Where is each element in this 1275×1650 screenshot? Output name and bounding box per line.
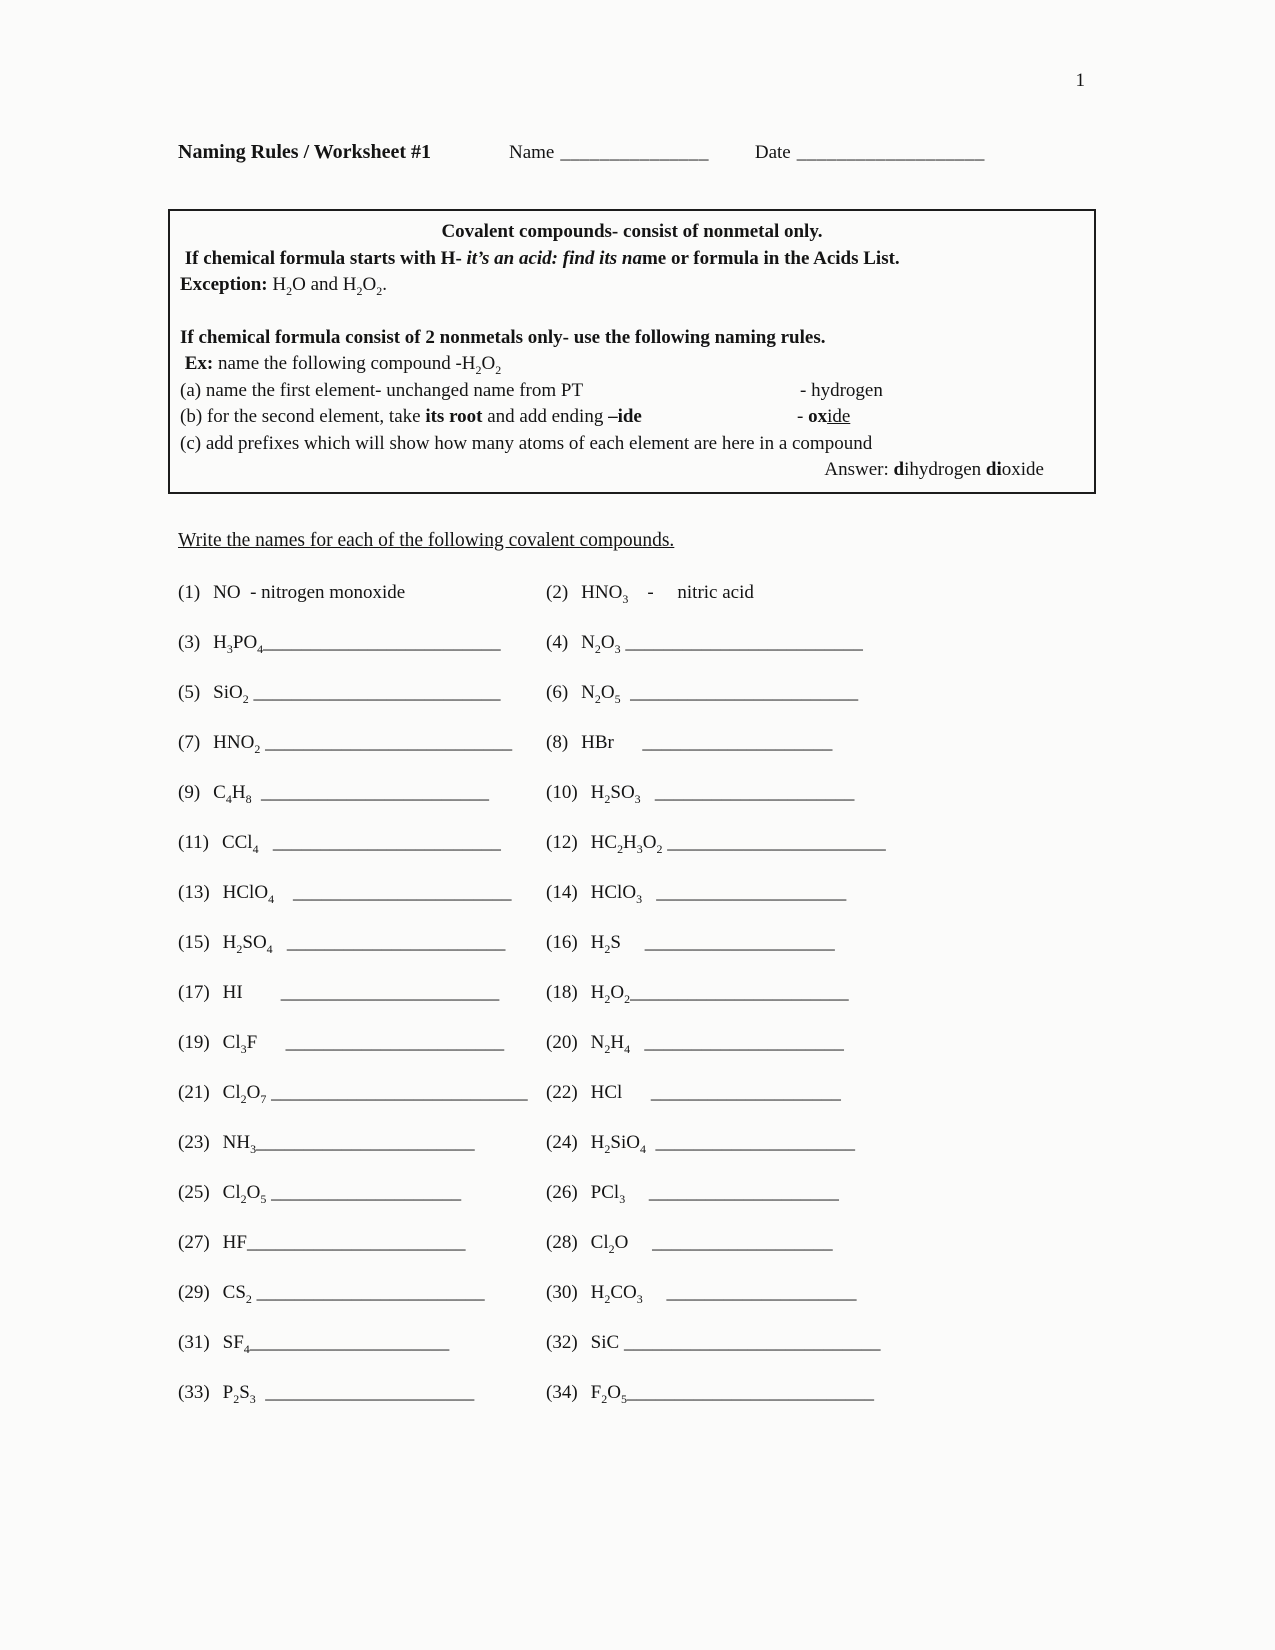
worksheet-item bbox=[546, 1382, 1275, 1404]
date-label: Date bbox=[754, 142, 791, 163]
item-formula: $HC_2H_3O_2$ bbox=[590, 831, 663, 856]
item-number: (11) bbox=[178, 831, 209, 853]
worksheet-item bbox=[178, 732, 546, 754]
item-number: (33) bbox=[178, 1381, 210, 1403]
item-formula: $Cl_2O_5$ bbox=[222, 1181, 267, 1206]
worksheet-item bbox=[178, 1282, 546, 1304]
item-number: (31) bbox=[178, 1331, 210, 1353]
worksheet-item bbox=[178, 682, 546, 704]
item-formula: $P_2S_3$ bbox=[222, 1381, 256, 1406]
item-row bbox=[178, 1232, 1275, 1282]
date-blank: ___________________ bbox=[796, 142, 985, 163]
worksheet-item bbox=[178, 1332, 546, 1354]
acid-rule-italic: it’s an acid: find its na bbox=[466, 247, 642, 269]
item-number: (32) bbox=[546, 1331, 578, 1353]
answer-blank: _______________________ bbox=[630, 981, 849, 1003]
item-formula: SiO$_2$ bbox=[213, 681, 249, 706]
example-formula: $H_2O_2$ bbox=[461, 353, 502, 377]
exception-formula-peroxide: $H_2O_2$ bbox=[342, 274, 383, 298]
item-formula: $F_2O_5$ bbox=[590, 1381, 627, 1406]
item-formula: $H_2SO_3$ bbox=[590, 781, 641, 806]
worksheet-item bbox=[178, 832, 546, 854]
item-row bbox=[178, 1082, 1275, 1132]
item-number: (22) bbox=[546, 1081, 578, 1103]
worksheet-item bbox=[178, 1082, 546, 1104]
answer-blank: ________________________ bbox=[251, 1281, 485, 1303]
acid-rule-end: me or formula in the Acids List. bbox=[641, 247, 900, 269]
item-formula: $H_2CO_3$ bbox=[590, 1281, 643, 1306]
item-row bbox=[178, 1282, 1275, 1332]
item-number: (23) bbox=[178, 1131, 210, 1153]
step-b-result bbox=[797, 404, 850, 431]
answer-blank: ___________________________ bbox=[266, 1081, 528, 1103]
item-row bbox=[178, 982, 1275, 1032]
answer-blank: ____________________ bbox=[613, 731, 833, 753]
answer-blank: _______________________ bbox=[662, 831, 886, 853]
step-b-result-bold: ox bbox=[808, 406, 828, 427]
item-formula: $N_2H_4$ bbox=[590, 1031, 631, 1056]
worksheet-item bbox=[546, 632, 1275, 654]
item-number: (29) bbox=[178, 1281, 210, 1303]
answer-blank: ____________________ bbox=[622, 1081, 841, 1103]
step-b-result-dash: - bbox=[797, 406, 809, 427]
item-number: (6) bbox=[546, 681, 569, 703]
answer-blank: _________________________ bbox=[263, 631, 501, 653]
item-row bbox=[178, 682, 1275, 732]
name-label: Name bbox=[508, 142, 555, 163]
answer-blank: _____________________ bbox=[249, 1331, 450, 1353]
answer-blank: ____________________ bbox=[642, 1281, 857, 1303]
step-b-text-1: (b) for the second element, take bbox=[180, 406, 426, 427]
item-number: (21) bbox=[178, 1081, 210, 1103]
answer-blank: _______________________ bbox=[256, 1131, 475, 1153]
item-formula: $N_2O_3$ bbox=[581, 631, 621, 656]
worksheet-item bbox=[546, 1032, 1275, 1054]
answer-blank: ________________________ bbox=[258, 831, 501, 853]
answer-blank: _____________________ bbox=[630, 1031, 844, 1053]
answer-blank: ___________________________ bbox=[619, 1331, 881, 1353]
acid-rule-line bbox=[180, 246, 1084, 273]
item-row bbox=[178, 1032, 1275, 1082]
answer-blank: __________________________ bbox=[248, 681, 501, 703]
answer-blank: __________________________ bbox=[626, 1381, 874, 1403]
step-b-line bbox=[180, 404, 1084, 431]
rules-box bbox=[168, 209, 1096, 494]
item-row bbox=[178, 1132, 1275, 1182]
item-formula: $Cl_2O_7$ bbox=[222, 1081, 267, 1106]
item-formula: $H_2O_2$ bbox=[590, 981, 631, 1006]
item-number: (28) bbox=[546, 1231, 578, 1253]
answer-blank: ____________________ bbox=[620, 931, 835, 953]
items-list bbox=[178, 582, 1275, 1432]
item-number: (27) bbox=[178, 1231, 210, 1253]
answer-blank: ____________________ bbox=[266, 1181, 462, 1203]
item-number: (12) bbox=[546, 831, 578, 853]
answer-blank: _________________________ bbox=[620, 631, 863, 653]
answer-blank: _______________________ bbox=[257, 1031, 505, 1053]
item-number: (18) bbox=[546, 981, 578, 1003]
worksheet-item bbox=[546, 832, 1275, 854]
item-number: (14) bbox=[546, 881, 578, 903]
worksheet-item bbox=[546, 582, 1275, 604]
answer-blank: ________________________ bbox=[251, 781, 490, 803]
worksheet-item bbox=[546, 1232, 1275, 1254]
answer-text-2: oxide bbox=[1001, 459, 1044, 480]
item-row bbox=[178, 582, 1275, 632]
item-formula: HCl bbox=[590, 1081, 623, 1103]
step-a-line bbox=[180, 378, 1084, 405]
answer-label: Answer: bbox=[824, 459, 894, 480]
item-row bbox=[178, 1182, 1275, 1232]
item-formula: $Cl_3F$ bbox=[222, 1031, 258, 1056]
item-formula: $Cl_2O$ bbox=[590, 1231, 629, 1256]
item-number: (19) bbox=[178, 1031, 210, 1053]
item-number: (34) bbox=[546, 1381, 578, 1403]
worksheet-title: Naming Rules / Worksheet #1 bbox=[178, 141, 431, 163]
rules-box-heading: Covalent compounds- consist of nonmetal only. bbox=[441, 221, 823, 242]
item-number: (5) bbox=[178, 681, 201, 703]
item-formula: $H_2S$ bbox=[590, 931, 621, 956]
worksheet-item bbox=[546, 1332, 1275, 1354]
item-formula: $NH_3$ bbox=[222, 1131, 257, 1156]
worksheet-item bbox=[546, 782, 1275, 804]
step-b-bold-2: –ide bbox=[608, 406, 642, 427]
worksheet-item bbox=[546, 732, 1275, 754]
item-formula: HClO$_4$ bbox=[222, 881, 275, 906]
step-b-text-2: and add ending bbox=[482, 406, 609, 427]
item-number: (30) bbox=[546, 1281, 578, 1303]
answer-blank: ____________________ bbox=[642, 881, 847, 903]
worksheet-item bbox=[178, 1182, 546, 1204]
item-formula: $HNO_2$ bbox=[213, 731, 261, 756]
instructions-line: Write the names for each of the following covalent compounds. bbox=[178, 529, 675, 551]
worksheet-item bbox=[546, 682, 1275, 704]
exception-label: Exception: bbox=[180, 274, 268, 295]
item-number: (1) bbox=[178, 581, 201, 603]
worksheet-item bbox=[546, 882, 1275, 904]
item-formula: SiC bbox=[590, 1331, 620, 1353]
item-formula: $SF_4$ bbox=[222, 1331, 250, 1356]
example-line bbox=[180, 351, 1084, 378]
item-number: (4) bbox=[546, 631, 569, 653]
answer-blank: ___________________ bbox=[628, 1231, 833, 1253]
nonmetal-rule-line: If chemical formula consist of 2 nonmetals only- use the following naming rules. bbox=[180, 326, 826, 348]
worksheet-item bbox=[546, 1282, 1275, 1304]
item-number: (3) bbox=[178, 631, 201, 653]
answer-text-1: ihydrogen bbox=[904, 459, 986, 480]
item-number: (24) bbox=[546, 1131, 578, 1153]
answer-blank: _______________________ bbox=[272, 931, 506, 953]
worksheet-item bbox=[178, 882, 546, 904]
answer-bold-1: d bbox=[893, 459, 905, 480]
step-a-text: (a) name the first element- unchanged name from PT bbox=[180, 379, 584, 401]
worksheet-item bbox=[178, 632, 546, 654]
item-number: (26) bbox=[546, 1181, 578, 1203]
answer-blank: ________________________ bbox=[620, 681, 859, 703]
item-number: (20) bbox=[546, 1031, 578, 1053]
item-number: (17) bbox=[178, 981, 210, 1003]
item-number: (25) bbox=[178, 1181, 210, 1203]
exception-line bbox=[180, 272, 1084, 299]
item-answer: - nitric acid bbox=[628, 581, 754, 603]
exception-formula-water: $H_2O$ bbox=[272, 274, 306, 298]
item-number: (9) bbox=[178, 781, 201, 803]
step-b-bold-1: its root bbox=[425, 406, 483, 427]
name-blank: _______________ bbox=[560, 142, 709, 163]
item-number: (7) bbox=[178, 731, 201, 753]
item-formula: $HNO_3$ bbox=[581, 581, 629, 606]
acid-rule-start: If chemical formula starts with H- bbox=[180, 247, 467, 269]
item-formula: $CS_2$ bbox=[222, 1281, 252, 1306]
item-formula: $N_2O_5$ bbox=[581, 681, 621, 706]
item-number: (13) bbox=[178, 881, 210, 903]
answer-blank: __________________________ bbox=[260, 731, 513, 753]
worksheet-item bbox=[546, 1082, 1275, 1104]
page-number: 1 bbox=[1075, 70, 1085, 91]
answer-line bbox=[180, 457, 1084, 484]
exception-conjunction: and bbox=[305, 274, 343, 295]
answer-blank: _______________________ bbox=[274, 881, 512, 903]
item-formula: $H_2SiO_4$ bbox=[590, 1131, 646, 1156]
item-number: (15) bbox=[178, 931, 210, 953]
item-formula: CCl$_4$ bbox=[221, 831, 259, 856]
example-label: Ex: bbox=[180, 353, 214, 374]
item-formula: $H_2SO_4$ bbox=[222, 931, 273, 956]
exception-period: . bbox=[382, 274, 387, 295]
item-formula: PCl$_3$ bbox=[590, 1181, 626, 1206]
item-row bbox=[178, 832, 1275, 882]
answer-blank: _____________________ bbox=[645, 1131, 855, 1153]
item-number: (8) bbox=[546, 731, 569, 753]
item-formula: $C_4H_8$ bbox=[213, 781, 252, 806]
worksheet-item bbox=[178, 932, 546, 954]
answer-blank: _______________________ bbox=[246, 1231, 466, 1253]
header bbox=[178, 140, 1097, 165]
item-formula: NO bbox=[213, 581, 241, 603]
blank-line bbox=[180, 299, 1084, 325]
item-formula: HBr bbox=[581, 731, 614, 753]
item-formula: HClO$_3$ bbox=[590, 881, 643, 906]
step-b-result-underline: ide bbox=[827, 406, 851, 427]
step-c-line: (c) add prefixes which will show how many atoms of each element are here in a compound bbox=[180, 432, 873, 454]
worksheet-item bbox=[546, 982, 1275, 1004]
worksheet-item bbox=[178, 1382, 546, 1404]
item-number: (10) bbox=[546, 781, 578, 803]
item-formula: $H_3PO_4$ bbox=[213, 631, 264, 656]
step-a-result: - hydrogen bbox=[800, 379, 883, 401]
item-number: (16) bbox=[546, 931, 578, 953]
item-formula: HF bbox=[222, 1231, 247, 1253]
item-row bbox=[178, 1332, 1275, 1382]
worksheet-item bbox=[178, 1032, 546, 1054]
worksheet-item bbox=[546, 932, 1275, 954]
answer-blank: ______________________ bbox=[255, 1381, 475, 1403]
answer-blank: _____________________ bbox=[640, 781, 855, 803]
answer-blank: _______________________ bbox=[242, 981, 500, 1003]
item-number: (2) bbox=[546, 581, 569, 603]
item-formula: HI bbox=[222, 981, 243, 1003]
answer-bold-2: di bbox=[985, 459, 1002, 480]
worksheet-item bbox=[178, 1232, 546, 1254]
item-row bbox=[178, 1382, 1275, 1432]
worksheet-item bbox=[178, 782, 546, 804]
worksheet-item bbox=[178, 582, 546, 604]
item-row bbox=[178, 782, 1275, 832]
worksheet-item bbox=[546, 1132, 1275, 1154]
example-text: name the following compound - bbox=[213, 353, 462, 374]
item-row bbox=[178, 632, 1275, 682]
item-row bbox=[178, 932, 1275, 982]
worksheet-item bbox=[178, 1132, 546, 1154]
worksheet-item bbox=[546, 1182, 1275, 1204]
item-row bbox=[178, 882, 1275, 932]
answer-blank: ____________________ bbox=[625, 1181, 839, 1203]
item-answer: - nitrogen monoxide bbox=[240, 581, 406, 603]
item-row bbox=[178, 732, 1275, 782]
worksheet-item bbox=[178, 982, 546, 1004]
